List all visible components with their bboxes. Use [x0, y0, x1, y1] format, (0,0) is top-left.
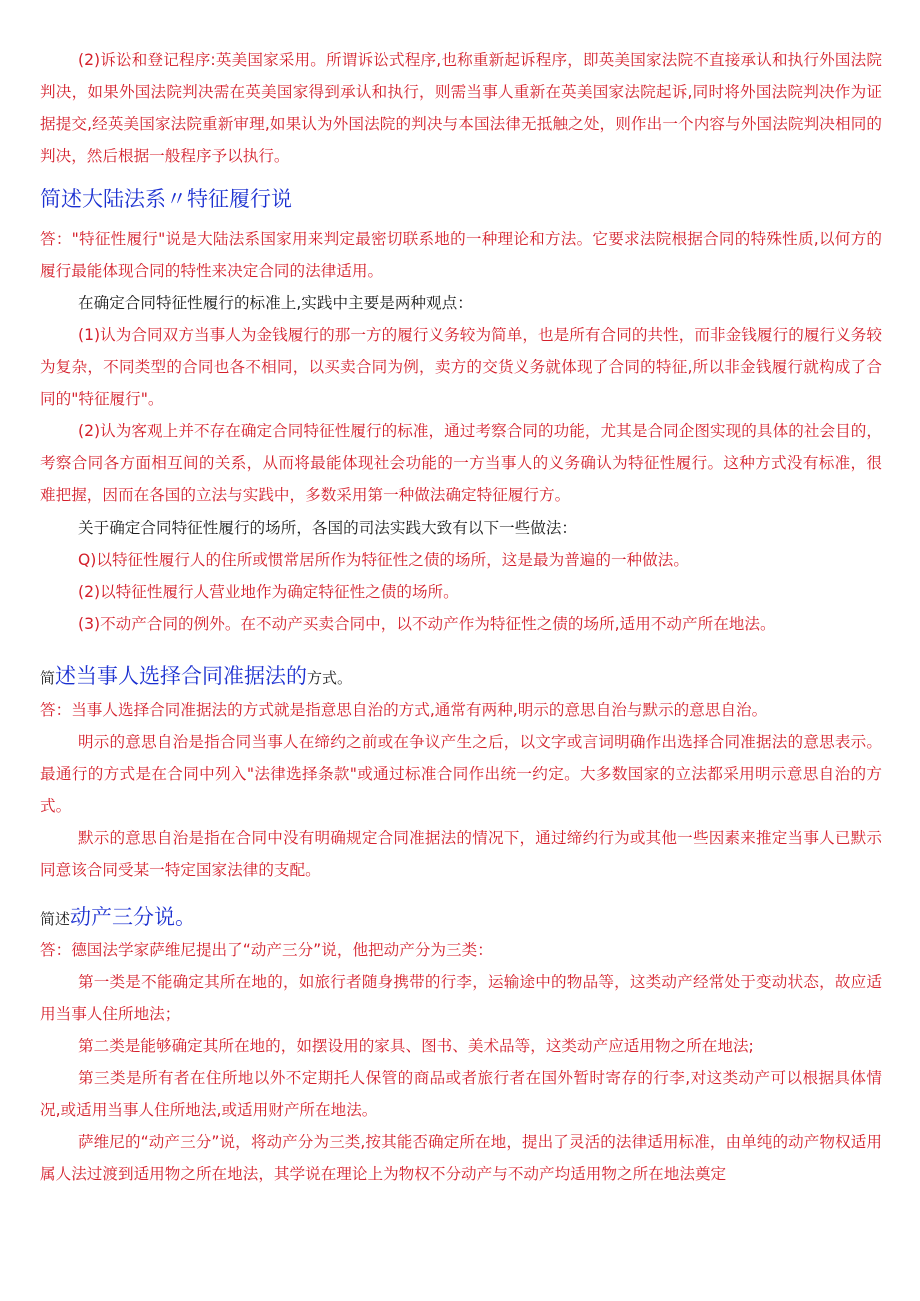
- section-answer: [40, 694, 882, 886]
- section-body: [40, 544, 882, 640]
- paragraph: Q)以特征性履行人的住所或惯常居所作为特征性之债的场所，这是最为普遍的一种做法。: [78, 551, 689, 569]
- paragraph: 明示的意思自治是指合同当事人在缔约之前或在争议产生之后，以文字或言词明确作出选择合同准据法的意思表示。最通行的方式是在合同中列入"法律选择条款"或通过标准合同作出统一约定。大多数国家的立法都采用明示意思自治的方式。: [40, 733, 882, 815]
- section-answer: [40, 934, 882, 1190]
- section-body: [40, 512, 882, 544]
- section-answer: [40, 223, 882, 287]
- answer-paragraph: 答：德国法学家萨维尼提出了“动产三分”说，他把动产分为三类：: [40, 941, 493, 959]
- paragraph: (2)认为客观上并不存在确定合同特征性履行的标准，通过考察合同的功能，尤其是合同企图实现的具体的社会目的，考察合同各方面相互间的关系，从而将最能体现社会功能的一方当事人的义务确认为特征性履行。这种方式没有标准，很难把握，因而在各国的立法与实践中，多数采用第一种做法确定特征履行方。: [40, 422, 882, 504]
- paragraph: 第一类是不能确定其所在地的，如旅行者随身携带的行李，运输途中的物品等，这类动产经常处于变动状态，故应适用当事人住所地法；: [40, 973, 882, 1023]
- paragraph: (1)认为合同双方当事人为金钱履行的那一方的履行义务较为简单，也是所有合同的共性，而非金钱履行的履行义务较为复杂，不同类型的合同也各不相同，以买卖合同为例，卖方的交货义务就体现了合同的特征,所以非金钱履行就构成了合同的"特征履行"。: [40, 326, 882, 408]
- paragraph: 关于确定合同特征性履行的场所，各国的司法实践大致有以下一些做法：: [78, 519, 578, 537]
- paragraph: (2)诉讼和登记程序:英美国家采用。所谓诉讼式程序,也称重新起诉程序，即英美国家法院不直接承认和执行外国法院判决，如果外国法院判决需在英美国家得到承认和执行，则需当事人重新在英美国家法院起诉,同时将外国法院判决作为证据提交,经英美国家法院重新审理,如果认为外国法院的判决与本国法律无抵触之处，则作出一个内容与外国法院判决相同的判决，然后根据一般程序予以执行。: [40, 51, 882, 165]
- answer-paragraph: 答：当事人选择合同准据法的方式就是指意思自治的方式,通常有两种,明示的意思自治与默示的意思自治。: [40, 701, 768, 719]
- paragraph: 第二类是能够确定其所在地的，如摆设用的家具、图书、美术品等，这类动产应适用物之所在地法;: [78, 1037, 754, 1055]
- paragraph: 第三类是所有者在住所地以外不定期托人保管的商品或者旅行者在国外暂时寄存的行李,对这类动产可以根据具体情况,或适用当事人住所地法,或适用财产所在地法。: [40, 1069, 882, 1119]
- heading-prefix: 简述: [40, 910, 71, 928]
- heading-prefix: 简: [40, 669, 56, 687]
- paragraph: (3)不动产合同的例外。在不动产买卖合同中，以不动产作为特征性之债的场所,适用不动产所在地法。: [78, 615, 776, 633]
- section-body: [40, 287, 882, 319]
- section-heading-choice-of-law: [40, 660, 352, 690]
- heading-text: 简述大陆法系〃特征履行说: [40, 187, 292, 211]
- paragraph: 萨维尼的“动产三分”说，将动产分为三类,按其能否确定所在地，提出了灵活的法律适用标准，由单纯的动产物权适用属人法过渡到适用物之所在地法，其学说在理论上为物权不分动产与不动产均适用物之所在地法奠定: [40, 1133, 882, 1183]
- heading-suffix: 方式。: [307, 669, 353, 687]
- section-prev-paragraph: [40, 44, 882, 172]
- paragraph: 默示的意思自治是指在合同中没有明确规定合同准据法的情况下，通过缔约行为或其他一些因素来推定当事人已默示同意该合同受某一特定国家法律的支配。: [40, 829, 882, 879]
- section-heading-characteristic-performance: [40, 183, 292, 213]
- paragraph: 在确定合同特征性履行的标准上,实践中主要是两种观点：: [78, 294, 473, 312]
- section-heading-movable-property: [40, 901, 196, 931]
- section-body: [40, 319, 882, 511]
- heading-main: 动产三分说。: [70, 905, 197, 929]
- paragraph: (2)以特征性履行人营业地作为确定特征性之债的场所。: [78, 583, 459, 601]
- answer-paragraph: 答："特征性履行"说是大陆法系国家用来判定最密切联系地的一种理论和方法。它要求法院根据合同的特殊性质,以何方的履行最能体现合同的特性来决定合同的法律适用。: [40, 230, 882, 280]
- heading-main: 述当事人选择合同准据法的: [55, 664, 308, 688]
